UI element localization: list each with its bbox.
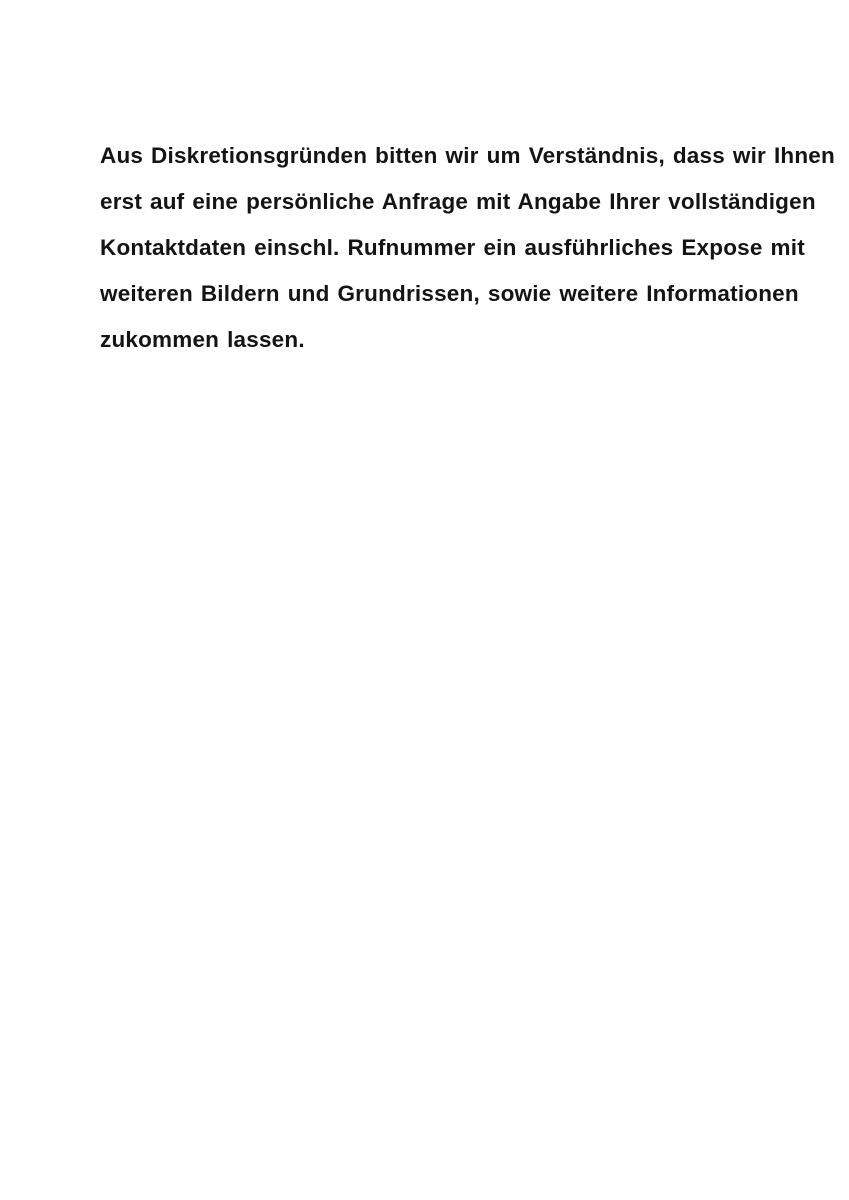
paragraph-line: erst auf eine persönliche Anfrage mit Angabe Ihrer vollständigen bbox=[100, 189, 816, 214]
paragraph-line: Kontaktdaten einschl. Rufnummer ein ausführliches Expose mit bbox=[100, 235, 805, 260]
discretion-notice-paragraph bbox=[100, 133, 835, 363]
paragraph-line: weiteren Bildern und Grundrissen, sowie weitere Informationen bbox=[100, 281, 799, 306]
paragraph-line: Aus Diskretionsgründen bitten wir um Verständnis, dass wir Ihnen bbox=[100, 143, 835, 168]
paragraph-line: zukommen lassen. bbox=[100, 327, 305, 352]
